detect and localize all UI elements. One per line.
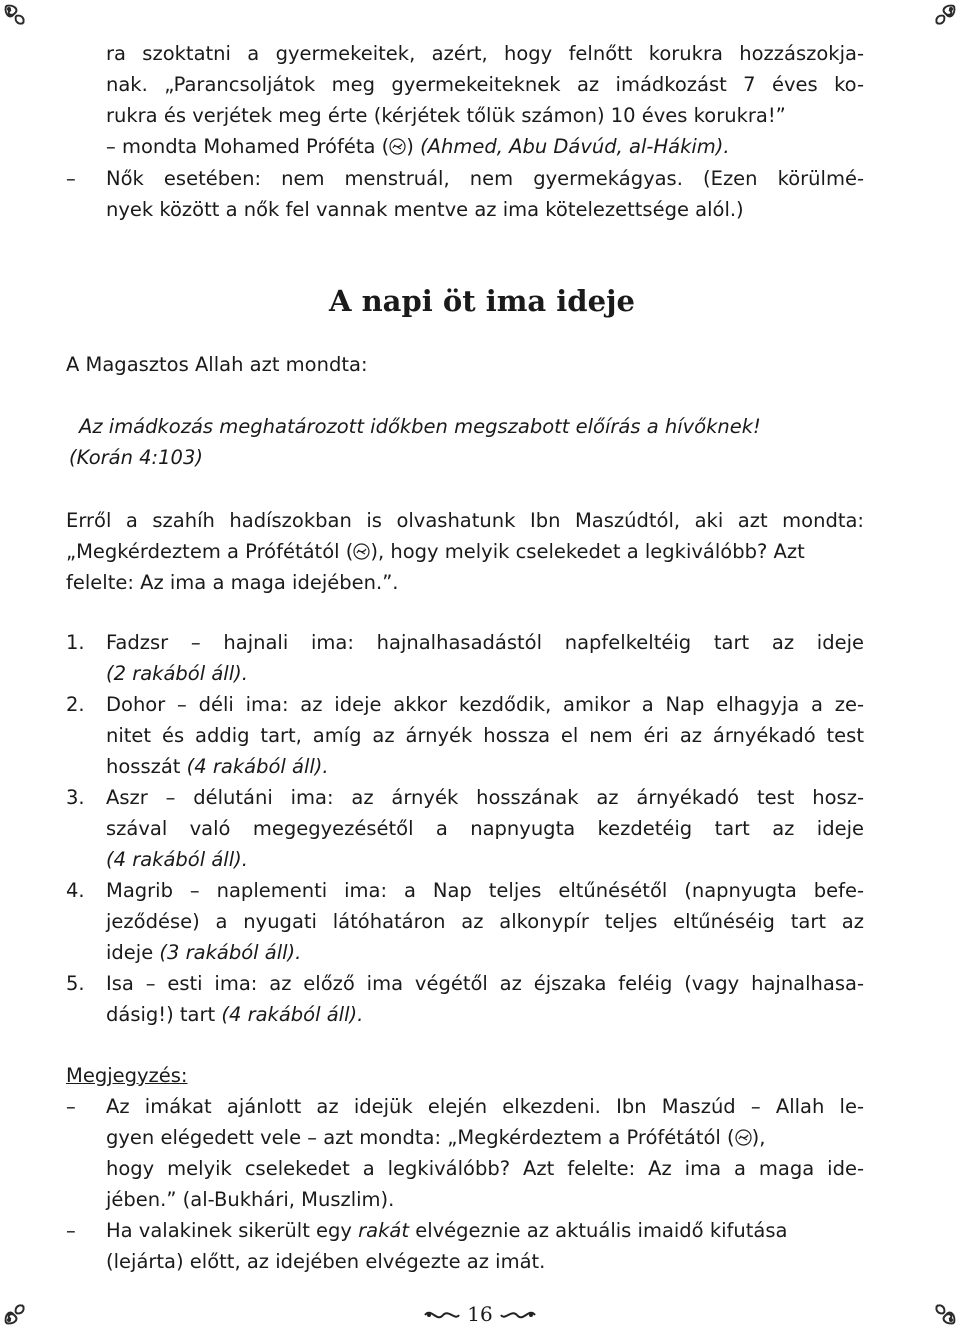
seal-icon	[389, 133, 406, 150]
rakah-note: (3 rakából áll).	[159, 941, 302, 964]
text-line: nyek között a nők fel vannak mentve az ima kötelezettsége alól.)	[106, 198, 744, 221]
text-line: (lejárta) előtt, az idejében elvégezte az imát.	[106, 1250, 546, 1273]
text-line: nak. „Parancsoljátok meg gyermekeiteknek az imádkozást 7 éves ko-	[106, 73, 864, 96]
text-line: felelte: Az ima a maga idejében.”.	[66, 571, 399, 594]
source-citation: (Ahmed, Abu Dávúd, al-Hákim).	[420, 135, 730, 158]
rakah-note: (4 rakából áll).	[106, 848, 248, 871]
page-footer	[0, 1302, 960, 1328]
text-line: – mondta Mohamed Próféta (	[106, 135, 390, 158]
list-number: 2.	[66, 693, 85, 716]
text-line: elvégeznie az aktuális imaidő kifutása	[415, 1219, 788, 1242]
text-line: jében.” (al-Bukhári, Muszlim).	[106, 1188, 395, 1211]
text-line: rukra és verjétek meg érte (kérjétek tőlük számon) 10 éves korukra!”	[106, 104, 786, 127]
quran-quote: Az imádkozás meghatározott időkben megszabott előírás a hívőknek!	[79, 415, 761, 438]
list-item: hosszát	[106, 755, 181, 778]
list-number: 3.	[66, 786, 85, 809]
notes-title: Megjegyzés:	[66, 1064, 188, 1087]
rakah-note: (4 rakából áll).	[186, 755, 329, 778]
italic-term: rakát	[358, 1219, 410, 1242]
quran-reference: (Korán 4:103)	[69, 446, 203, 469]
text-line: hogy melyik cselekedet a legkiválóbb? Azt felelte: Az ima a maga ide-	[106, 1157, 864, 1180]
quote-intro: A Magasztos Allah azt mondta:	[66, 353, 368, 376]
text-line: ),	[751, 1126, 766, 1149]
seal-icon	[353, 538, 370, 555]
list-item: dásig!) tart	[106, 1003, 216, 1026]
footer-ornament-icon	[423, 1304, 461, 1328]
text-line: „Megkérdeztem a Prófétától (	[66, 540, 354, 563]
list-item: jeződése) a nyugati látóhatáron az alkonypír teljes eltűnéséig tart az	[106, 910, 864, 933]
text-line: )	[406, 135, 414, 158]
list-dash: –	[66, 1219, 76, 1242]
list-item: Isa – esti ima: az előző ima végétől az éjszaka feléig (vagy hajnalhasa-	[106, 972, 864, 995]
text-line: gyen elégedett vele – azt mondta: „Megkérdeztem a Prófétától (	[106, 1126, 735, 1149]
list-item: Aszr – délutáni ima: az árnyék hosszának az árnyékadó test hosz-	[106, 786, 864, 809]
text-line: ra szoktatni a gyermekeitek, azért, hogy felnőtt korukra hozzászokja-	[106, 42, 864, 65]
list-item: szával való megegyezésétől a napnyugta kezdetéig tart az ideje	[106, 817, 864, 840]
text-line: Az imákat ajánlott az idejük elején elkezdeni. Ibn Maszúd – Allah le-	[106, 1095, 864, 1118]
list-dash: –	[66, 167, 76, 190]
text-line: ), hogy melyik cselekedet a legkiválóbb? Azt	[370, 540, 805, 563]
seal-icon	[735, 1124, 752, 1141]
list-number: 1.	[66, 631, 85, 654]
footer-ornament-icon	[499, 1304, 537, 1328]
list-item: ideje	[106, 941, 154, 964]
list-item: Dohor – déli ima: az ideje akkor kezdődik, amikor a Nap elhagyja a ze-	[106, 693, 864, 716]
rakah-note: (2 rakából áll).	[106, 662, 248, 685]
corner-ornament-icon	[928, 2, 958, 32]
corner-ornament-icon	[2, 2, 32, 32]
list-number: 4.	[66, 879, 85, 902]
list-item: nitet és addig tart, amíg az árnyék hossza el nem éri az árnyékadó test	[106, 724, 864, 747]
page-number: 16	[467, 1302, 493, 1326]
list-item: Magrib – naplementi ima: a Nap teljes eltűnésétől (napnyugta befe-	[106, 879, 864, 902]
text-line: Erről a szahíh hadíszokban is olvashatunk Ibn Maszúdtól, aki azt mondta:	[66, 509, 864, 532]
rakah-note: (4 rakából áll).	[221, 1003, 364, 1026]
text-line: Ha valakinek sikerült egy	[106, 1219, 352, 1242]
list-number: 5.	[66, 972, 85, 995]
list-dash: –	[66, 1095, 76, 1118]
list-item: Fadzsr – hajnali ima: hajnalhasadástól napfelkeltéig tart az ideje	[106, 631, 864, 654]
section-heading: A napi öt ima ideje	[329, 284, 635, 318]
text-line: Nők esetében: nem menstruál, nem gyermekágyas. (Ezen körülmé-	[106, 167, 864, 190]
